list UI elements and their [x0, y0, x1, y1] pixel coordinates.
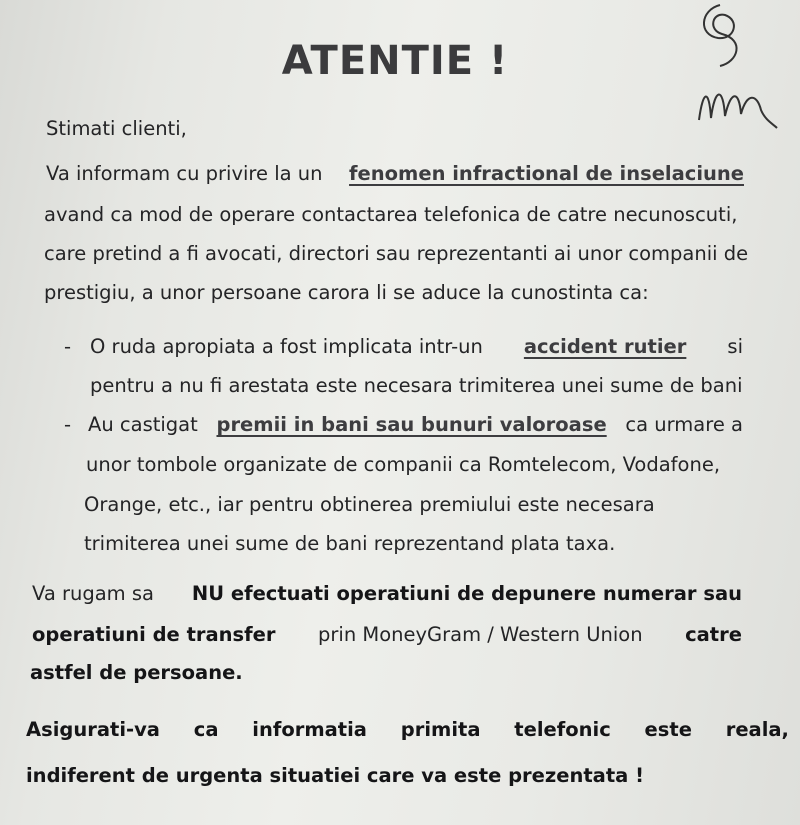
handwritten-scribble-m — [695, 80, 780, 135]
bullet-2-text: Au castigat — [88, 413, 198, 436]
request-line-2 — [32, 622, 742, 648]
request-text: Va rugam sa — [32, 582, 154, 605]
request-line-3: astfel de persoane. — [30, 661, 243, 684]
closing-line-1: Asigurati-va ca informatia primita telefonic este reala, — [26, 718, 789, 741]
bullet-marker: - — [64, 335, 72, 358]
request-bold-towards: catre — [685, 623, 742, 646]
intro-line-3: care pretind a fi avocati, directori sau reprezentanti ai unor companii de — [44, 242, 749, 265]
road-accident-highlight: accident rutier — [523, 335, 687, 358]
bullet-1-text: O ruda apropiata a fost implicata intr-un — [90, 335, 483, 358]
bullet-2-line-1 — [88, 412, 743, 438]
intro-line-1 — [46, 161, 744, 187]
greeting-text: Stimati clienti, — [46, 117, 187, 140]
bullet-2-line-4: trimiterea unei sume de bani reprezentand plata taxa. — [84, 532, 616, 555]
request-bold-transfer: operatiuni de transfer — [32, 623, 276, 646]
bullet-1-line-2: pentru a nu fi arestata este necesara trimiterea unei sume de bani — [90, 374, 743, 397]
closing-line-2: indiferent de urgenta situatiei care va este prezentata ! — [26, 764, 644, 787]
request-line-1 — [32, 581, 742, 607]
request-providers-text: prin MoneyGram / Western Union — [318, 623, 643, 646]
intro-line-4: prestigiu, a unor persoane carora li se aduce la cunostinta ca: — [44, 281, 649, 304]
fraud-phenomenon-highlight: fenomen infractional de inselaciune — [349, 162, 744, 185]
bullet-1-text-end: si — [727, 335, 743, 358]
intro-line-2: avand ca mod de operare contactarea telefonica de catre necunoscuti, — [44, 203, 738, 226]
bullet-2-line-3: Orange, etc., iar pentru obtinerea premiului este necesara — [84, 493, 655, 516]
bullet-2-text-end: ca urmare a — [625, 413, 743, 436]
bullet-2-line-2: unor tombole organizate de companii ca Romtelecom, Vodafone, — [86, 453, 721, 476]
request-bold-text: NU efectuati operatiuni de depunere numerar sau — [191, 582, 742, 605]
bullet-marker: - — [64, 413, 72, 436]
intro-text: Va informam cu privire la un — [46, 162, 323, 185]
prizes-highlight: premii in bani sau bunuri valoroase — [216, 413, 607, 436]
bullet-1-line-1 — [90, 334, 743, 360]
notice-title: ATENTIE ! — [281, 38, 509, 84]
